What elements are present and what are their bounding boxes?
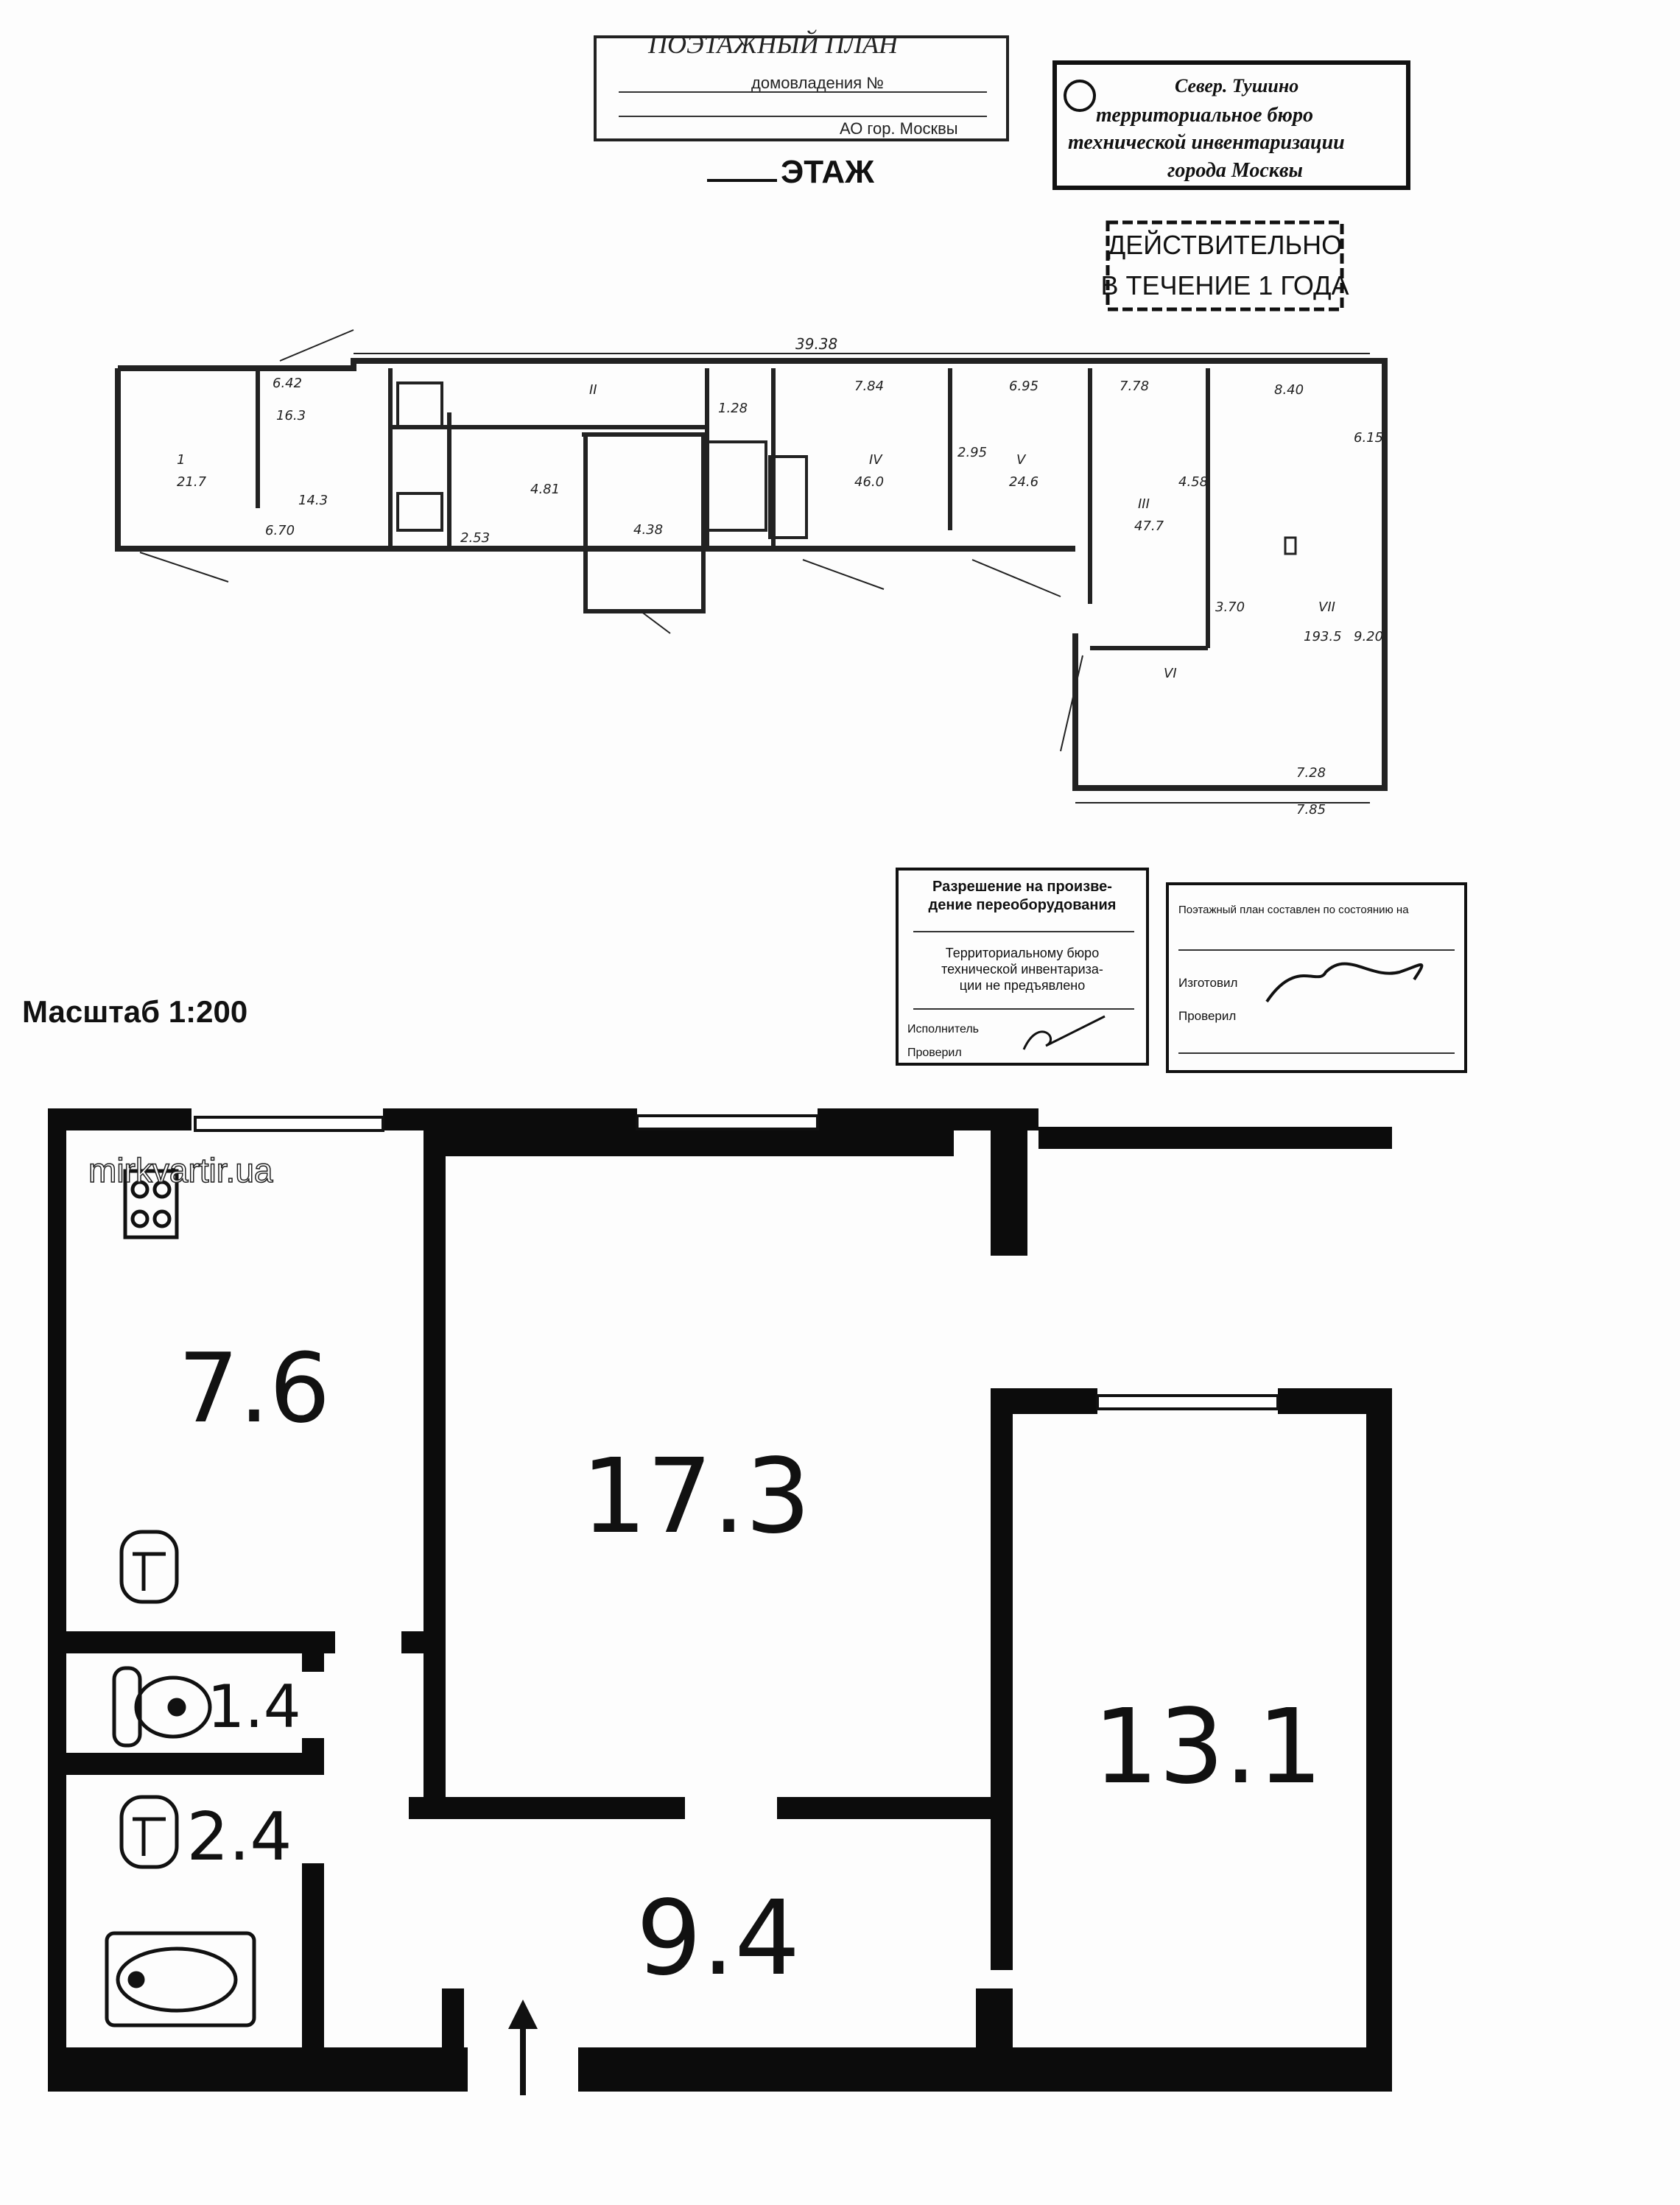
bti-dim: 2.53 — [460, 530, 491, 546]
window — [1097, 1396, 1278, 1409]
wall — [423, 1130, 954, 1156]
permit-line2: дение переоборудования — [928, 897, 1117, 913]
bti-dim: 7.84 — [854, 379, 885, 394]
scale-label: Масштаб 1:200 — [22, 994, 248, 1029]
bti-room-label-2: II — [589, 382, 597, 398]
bti-dim: 7.78 — [1120, 379, 1150, 394]
wall — [578, 2047, 1392, 2092]
wall — [991, 1388, 1013, 1970]
bti-dim: 8.40 — [1274, 382, 1304, 398]
wall — [66, 1753, 324, 1775]
permit-line3: Территориальному бюро — [945, 946, 1100, 960]
bti-stamp — [1055, 63, 1408, 188]
hall-area-label: 9.4 — [636, 1879, 801, 1999]
bti-dim: 21.7 — [177, 474, 207, 490]
sink-icon — [122, 1532, 177, 1602]
bti-dim: 16.3 — [276, 408, 306, 423]
bti-room-label-4: IV — [869, 452, 882, 468]
bti-room-label-7: VII — [1318, 599, 1335, 615]
wall — [302, 1738, 324, 1775]
bti-dim: 7.85 — [1296, 802, 1326, 817]
watermark: mirkvartir.ua — [88, 1151, 273, 1189]
bti-room-label-5: V — [1016, 452, 1026, 468]
bti-room-label-3: III — [1138, 496, 1150, 512]
window — [195, 1117, 383, 1130]
bathtub-icon — [107, 1933, 254, 2025]
bti-dim: 193.5 — [1304, 629, 1342, 644]
bti-stamp-line1: Север. Тушино — [1175, 75, 1299, 96]
compiled-line3: Проверил — [1178, 1009, 1237, 1023]
floor-label-group — [707, 154, 874, 190]
bti-dim: 4.81 — [530, 482, 560, 497]
wall — [48, 1108, 191, 1130]
wall — [66, 1631, 335, 1653]
compiled-stamp — [1167, 884, 1466, 1072]
wall — [48, 2047, 468, 2092]
bti-overall-dim: 39.38 — [795, 335, 838, 353]
room-areas — [178, 1332, 1323, 1999]
header-stamp — [595, 29, 1008, 140]
wall — [777, 1797, 1013, 1819]
bti-plan — [118, 330, 1385, 803]
wall — [383, 1108, 637, 1130]
bti-dim: 24.6 — [1009, 474, 1039, 490]
toilet-icon — [114, 1668, 210, 1745]
bti-dim: 2.95 — [957, 445, 988, 460]
valid-stamp-line1: ДЕЙСТВИТЕЛЬНО — [1107, 230, 1343, 260]
kitchen-area-label: 7.6 — [178, 1332, 331, 1444]
bti-room-label-6: VI — [1164, 666, 1177, 681]
wall — [991, 1130, 1027, 1256]
wc-area-label: 1.4 — [207, 1673, 301, 1741]
bti-dim: 14.3 — [298, 493, 328, 508]
bti-room-label-1: 1 — [177, 452, 186, 468]
bti-plan-labels — [177, 376, 1383, 817]
bti-stamp-line2: территориальное бюро — [1096, 104, 1313, 127]
bedroom-area-label: 13.1 — [1093, 1687, 1323, 1807]
bti-dim: 47.7 — [1134, 518, 1164, 534]
bti-dim: 1.28 — [718, 401, 748, 416]
wall — [302, 1863, 324, 2066]
header-stamp-title: ПОЭТАЖНЫЙ ПЛАН — [648, 29, 899, 59]
bti-dim: 6.95 — [1009, 379, 1039, 394]
wall — [302, 1653, 324, 1672]
bti-stamp-line3: технической инвентаризации — [1068, 131, 1345, 154]
bti-dim: 4.38 — [633, 522, 664, 538]
compiled-line2: Изготовил — [1178, 976, 1238, 990]
wall — [976, 1988, 1013, 2047]
compiled-signature — [1267, 964, 1421, 1002]
wall — [818, 1108, 1038, 1130]
sink-icon — [122, 1797, 177, 1867]
fixtures — [107, 1171, 254, 2025]
header-stamp-line3: АО гор. Москвы — [840, 119, 958, 138]
wall — [409, 1797, 685, 1819]
permit-signature — [1024, 1016, 1105, 1049]
wall — [48, 1108, 66, 2092]
wall — [423, 1130, 446, 1819]
wall — [1366, 1388, 1392, 2092]
bti-dim: 9.20 — [1354, 629, 1384, 644]
living-area-label: 17.3 — [581, 1437, 811, 1557]
bath-area-label: 2.4 — [186, 1798, 292, 1876]
permit-line4: технической инвентариза- — [941, 962, 1103, 977]
bti-dim: 4.58 — [1178, 474, 1209, 490]
valid-stamp — [1100, 222, 1349, 309]
permit-line7: Проверил — [907, 1047, 962, 1059]
compiled-line1: Поэтажный план составлен по состоянию на — [1178, 904, 1409, 916]
wall — [1038, 1127, 1392, 1149]
floor-label: ЭТАЖ — [781, 154, 874, 190]
entrance-arrow-icon — [508, 2000, 538, 2095]
permit-stamp — [897, 869, 1147, 1064]
bti-stamp-line4: города Москвы — [1167, 159, 1303, 182]
window — [637, 1116, 818, 1129]
header-stamp-line2: домовладения № — [751, 74, 884, 92]
bti-dim: 6.15 — [1354, 430, 1384, 446]
bti-dim: 7.28 — [1296, 765, 1326, 781]
valid-stamp-line2: В ТЕЧЕНИЕ 1 ГОДА — [1100, 270, 1349, 300]
permit-line5: ции не предъявлено — [959, 978, 1086, 993]
bti-dim: 46.0 — [854, 474, 885, 490]
permit-line6: Исполнитель — [907, 1023, 980, 1035]
bti-dim: 6.42 — [273, 376, 303, 391]
bti-dim: 3.70 — [1215, 599, 1245, 615]
windows — [195, 1116, 1278, 1409]
permit-line1: Разрешение на произве- — [932, 879, 1112, 895]
bti-dim: 6.70 — [265, 523, 295, 538]
wall — [401, 1631, 423, 1653]
